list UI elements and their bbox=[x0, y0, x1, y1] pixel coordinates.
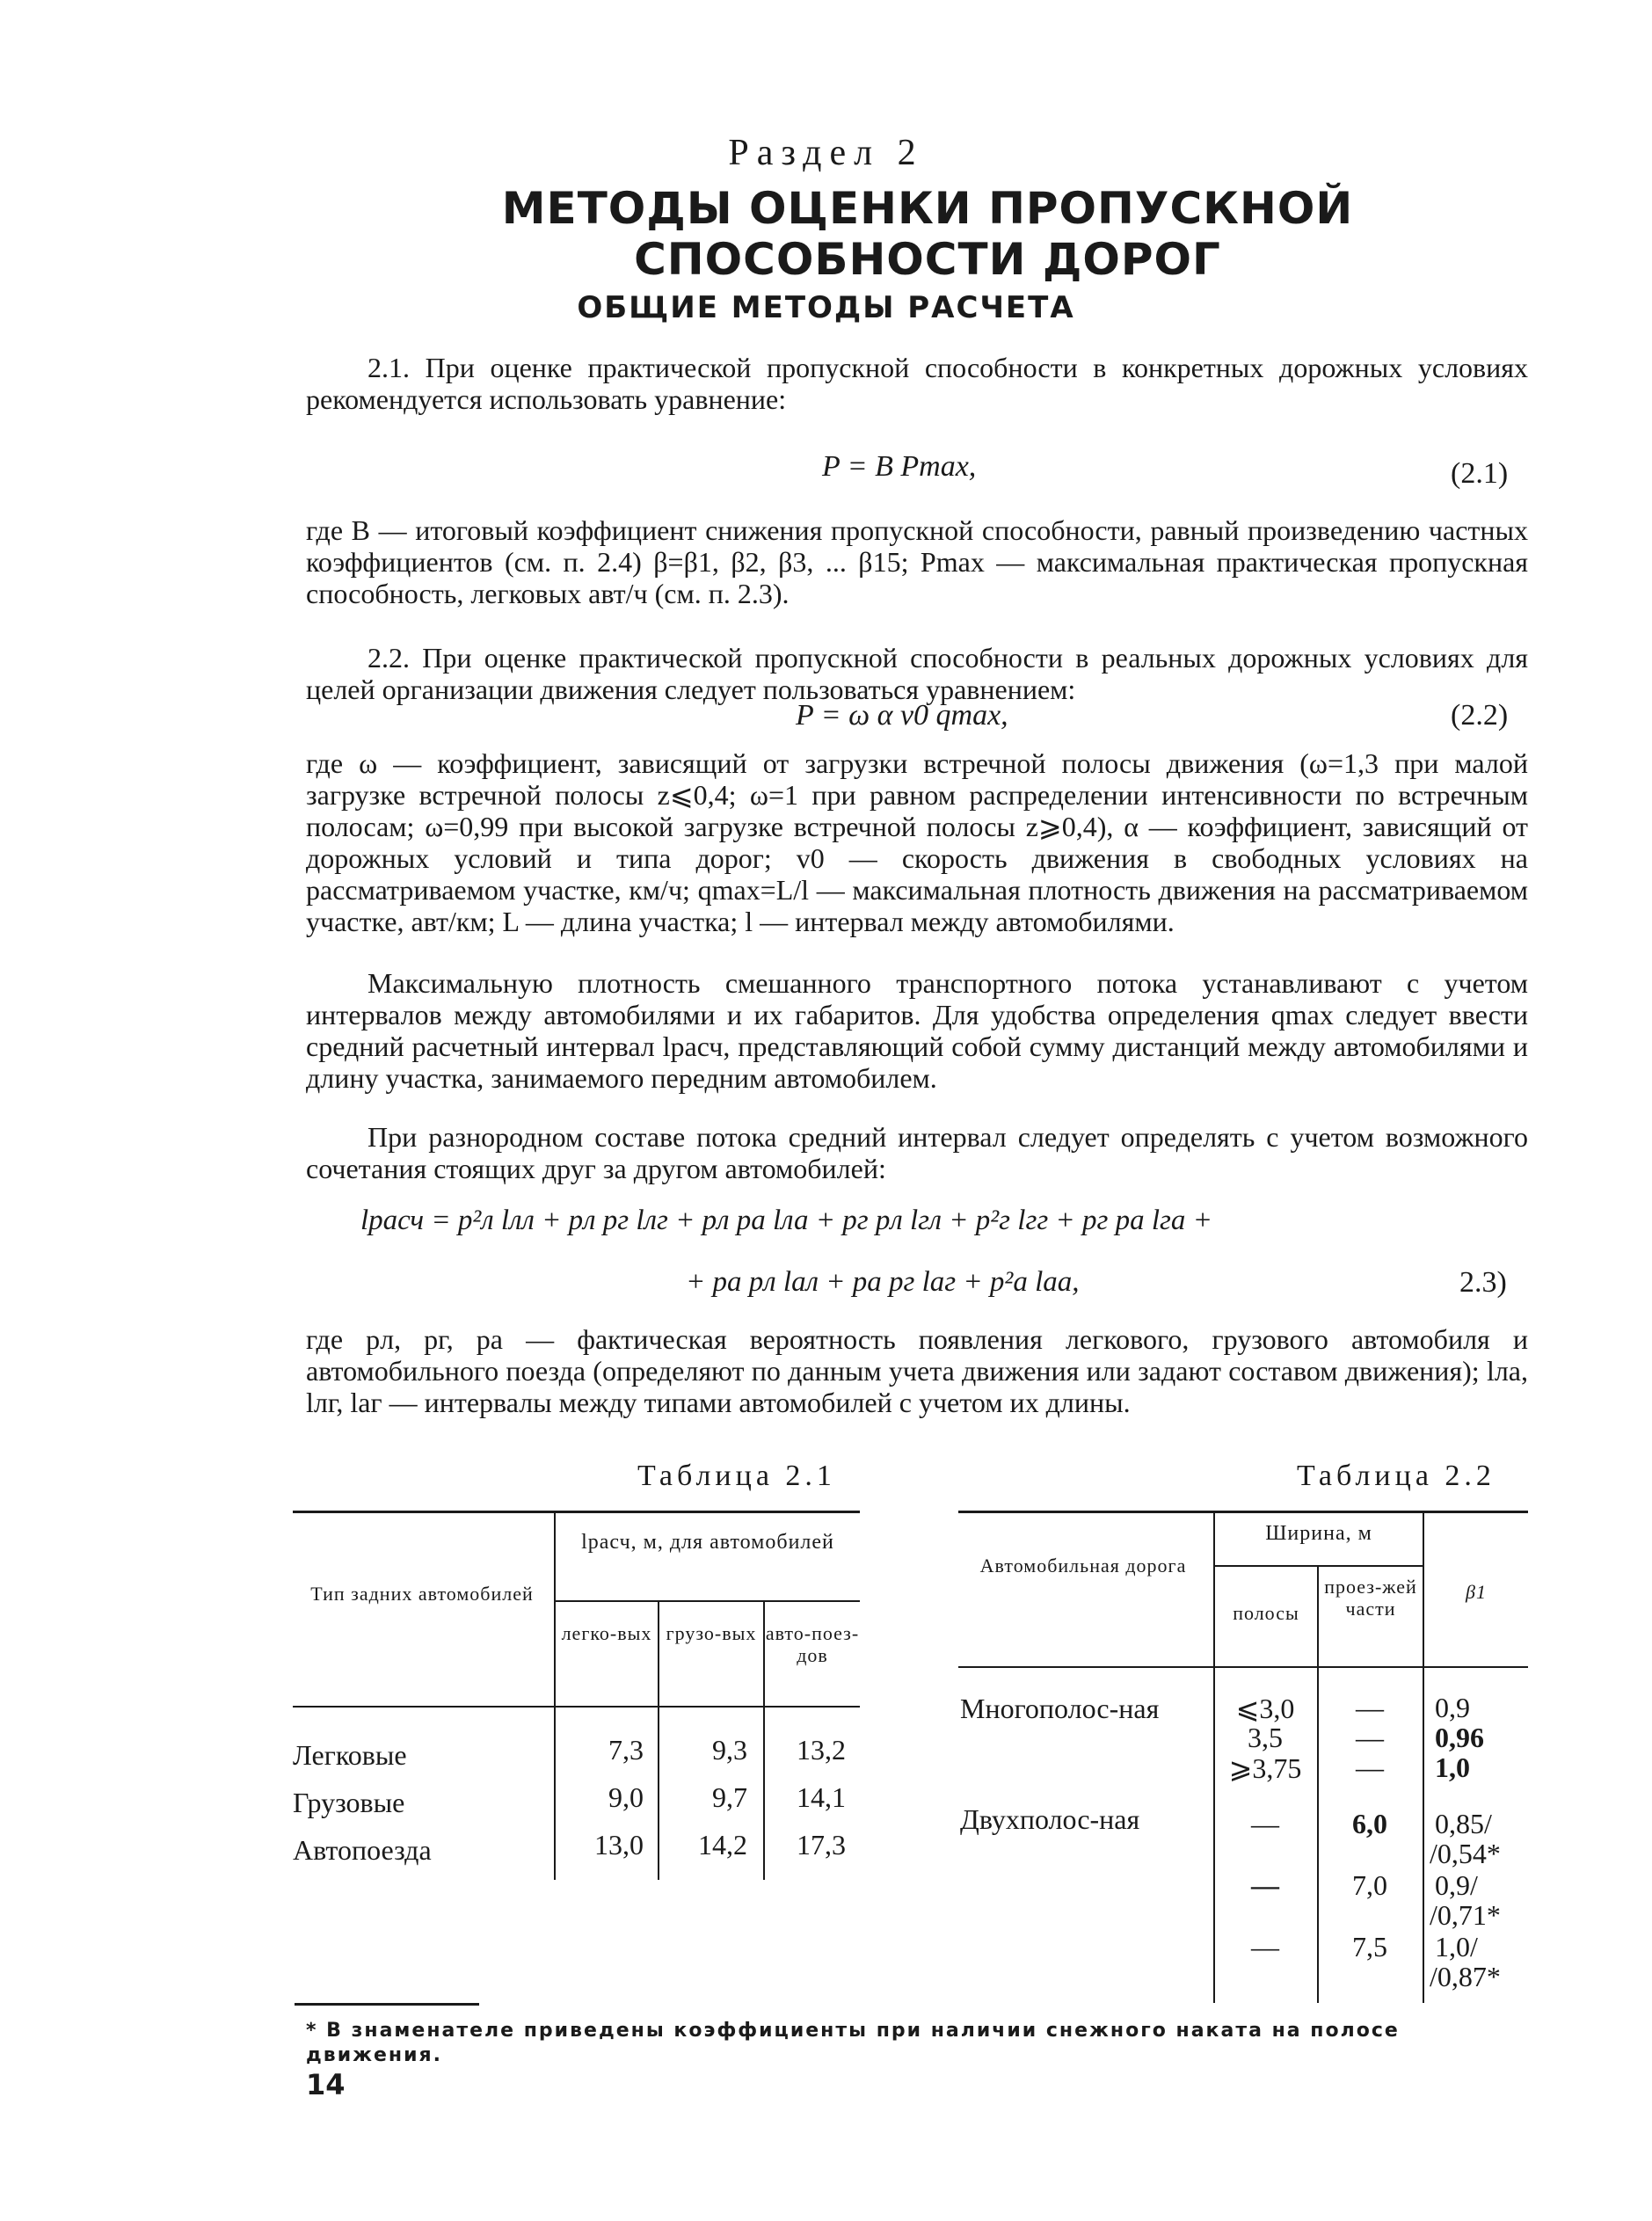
table-row-label: Автопоезда bbox=[293, 1834, 432, 1866]
table-cell: 13,2 bbox=[797, 1734, 846, 1766]
table-row-label: Грузовые bbox=[293, 1787, 405, 1818]
equation-2-3-line1: lрасч = p²л lлл + pл pг lлг + pл pа lла + pг pл lгл + p²г lгг + pг pа lга + bbox=[360, 1205, 1212, 1236]
table-cell: 17,3 bbox=[797, 1829, 846, 1861]
table-cell: 7,0 bbox=[1352, 1869, 1387, 1901]
table-cell: 14,2 bbox=[698, 1829, 747, 1861]
table-2-2-head-beta: β1 bbox=[1466, 1581, 1487, 1603]
equation-2-2: P = ω α v0 qmax, bbox=[796, 699, 1008, 732]
paragraph-where-b: где B — итоговый коэффициент снижения пропускной способности, равный произведению частных коэффициентов (см. п. 2.4) β=β1, β2, β3, ... β15; Pmax — максимальная практическая пропускная способность, легковых авт/ч (см. п. 2.3). bbox=[306, 514, 1528, 609]
table-cell: ⩽3,0 bbox=[1235, 1693, 1295, 1724]
table-cell: 9,0 bbox=[608, 1781, 644, 1813]
table-cell: 7,3 bbox=[608, 1734, 644, 1766]
table-cell: 1,0/ bbox=[1435, 1931, 1478, 1962]
table-2-1-head-group: lрасч, м, для автомобилей bbox=[581, 1531, 834, 1554]
table-cell: 0,96 bbox=[1435, 1722, 1484, 1753]
table-2-2-head-lane: полосы bbox=[1233, 1602, 1299, 1624]
table-2-2-caption: Таблица 2.2 bbox=[1297, 1460, 1496, 1492]
table-2-1-col-trains: авто-поез-дов bbox=[765, 1622, 860, 1666]
table-cell: — bbox=[1251, 1869, 1279, 1901]
footnote: * В знаменателе приведены коэффициенты при наличии снежного наката на полосе движения. bbox=[306, 2020, 1400, 2066]
table-2-1-col-cars: легко-вых bbox=[561, 1622, 652, 1644]
table-cell: 9,7 bbox=[712, 1781, 747, 1813]
table-2-1-caption: Таблица 2.1 bbox=[637, 1460, 836, 1492]
table-cell: — bbox=[1251, 1931, 1279, 1962]
equation-2-2-number: (2.2) bbox=[1451, 699, 1509, 732]
paragraph-2-2: 2.2. При оценке практической пропускной способности в реальных дорожных условиях для целей организации движения следует пользоваться уравнением: bbox=[306, 642, 1528, 705]
table-cell: 0,85/ bbox=[1435, 1808, 1492, 1839]
paragraph-mixed-flow: При разнородном составе потока средний интервал следует определять с учетом возможного сочетания стоящих друг за другом автомобилей: bbox=[306, 1121, 1528, 1184]
table-cell: 9,3 bbox=[712, 1734, 747, 1766]
equation-2-3-line2: + pа pл lал + pа pг lаг + p²а lаа, bbox=[686, 1266, 1080, 1298]
table-2-2-head-width: Ширина, м bbox=[1265, 1522, 1372, 1545]
table-cell: 7,5 bbox=[1352, 1931, 1387, 1962]
table-2-1-col-trucks: грузо-вых bbox=[666, 1622, 757, 1644]
table-cell: 3,5 bbox=[1248, 1722, 1283, 1753]
table-cell: 6,0 bbox=[1352, 1808, 1387, 1839]
table-cell: /0,71* bbox=[1430, 1899, 1501, 1931]
table-cell: /0,54* bbox=[1430, 1838, 1501, 1869]
table-cell: — bbox=[1356, 1751, 1384, 1783]
page-number: 14 bbox=[306, 2068, 346, 2101]
subsection-title: ОБЩИЕ МЕТОДЫ РАСЧЕТА bbox=[577, 290, 1075, 325]
paragraph-probabilities: где pл, pг, pа — фактическая вероятность появления легкового, грузового автомобиля и автомобильного поезда (определяют по данным учета движения или задают составом движения); lла, lлг, lаг — интервалы между типами автомобилей с учетом их длины. bbox=[306, 1323, 1528, 1418]
table-cell: /0,87* bbox=[1430, 1961, 1501, 1992]
equation-2-1: P = B Pmax, bbox=[822, 450, 977, 483]
table-cell: ⩾3,75 bbox=[1228, 1752, 1302, 1784]
table-cell: 14,1 bbox=[797, 1781, 846, 1813]
equation-2-3-number: 2.3) bbox=[1459, 1266, 1507, 1299]
table-row-label: Легковые bbox=[293, 1739, 407, 1771]
table-2-2-head-road: Автомобильная дорога bbox=[979, 1555, 1187, 1577]
table-cell: — bbox=[1251, 1808, 1279, 1839]
paragraph-where-omega: где ω — коэффициент, зависящий от загрузки встречной полосы движения (ω=1,3 при малой загрузке встречной полосы z⩽0,4; ω=1 при равном распределении интенсивности по встречным полосам; ω=0,99 при высокой загрузке встречной полосы z⩾0,4), α — коэффициент, зависящий от дорожных условий и типа дорог; v0 — скорость движения в свободных условиях на рассматриваемом участке, км/ч; qmax=L/l — максимальная плотность движения на рассматриваемом участке, авт/км; L — длина участка; l — интервал между автомобилями. bbox=[306, 747, 1528, 937]
footnote-separator bbox=[295, 2003, 479, 2006]
table-2-1-head-type: Тип задних автомобилей bbox=[310, 1583, 534, 1605]
table-cell: 13,0 bbox=[594, 1829, 644, 1861]
table-cell: 0,9 bbox=[1435, 1692, 1470, 1723]
equation-2-1-number: (2.1) bbox=[1451, 457, 1509, 490]
table-cell: — bbox=[1356, 1722, 1384, 1753]
table-cell: 1,0 bbox=[1435, 1751, 1470, 1783]
page-title: МЕТОДЫ ОЦЕНКИ ПРОПУСКНОЙ СПОСОБНОСТИ ДОРОГ bbox=[501, 183, 1354, 285]
table-cell: — bbox=[1356, 1692, 1384, 1723]
table-2-2-head-carriage: проез-жей части bbox=[1324, 1576, 1417, 1620]
paragraph-max-density: Максимальную плотность смешанного транспортного потока устанавливают с учетом интервалов между автомобилями и их габаритов. Для удобства определения qmax следует ввести средний расчетный интервал lрасч, представляющий собой сумму дистанций между автомобилями и длину участка, занимаемого передним автомобилем. bbox=[306, 967, 1529, 1094]
table-row-label: Двухполос-ная bbox=[960, 1803, 1140, 1835]
section-label: Раздел 2 bbox=[728, 133, 924, 173]
table-row-label: Многополос-ная bbox=[960, 1693, 1160, 1724]
table-cell: 0,9/ bbox=[1435, 1869, 1478, 1901]
paragraph-2-1: 2.1. При оценке практической пропускной способности в конкретных дорожных условиях рекомендуется использовать уравнение: bbox=[306, 352, 1528, 415]
